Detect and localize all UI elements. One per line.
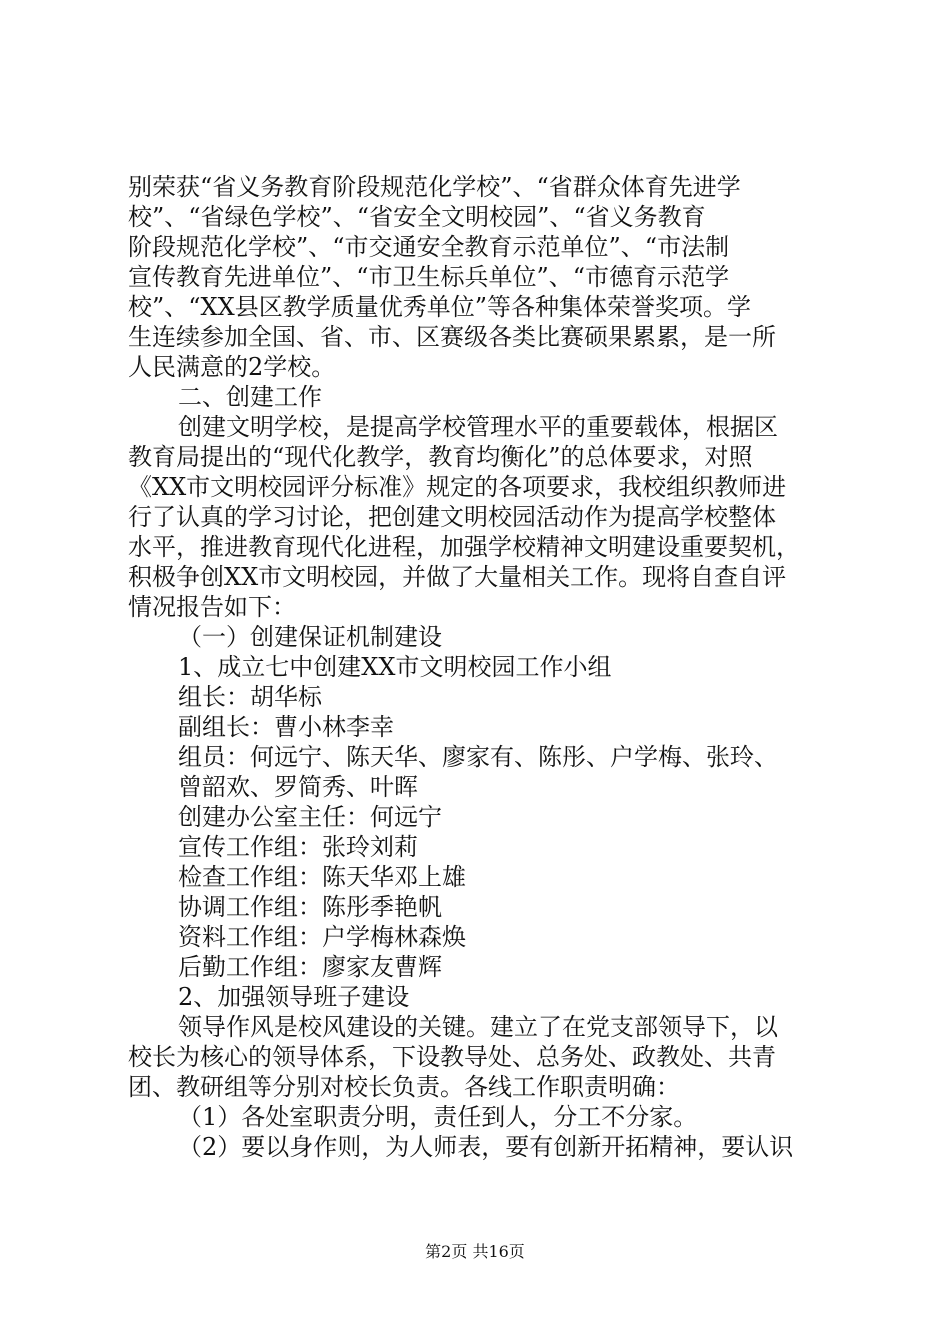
text-line: （2）要以身作则，为人师表，要有创新开拓精神，要认识 (178, 1133, 794, 1161)
text-line: 组长：胡华标 (178, 683, 322, 711)
text-line: 领导作风是校风建设的关键。建立了在党支部领导下，以 (178, 1013, 778, 1041)
text-line: 副组长：曹小林李幸 (178, 713, 394, 741)
page-footer (0, 1242, 950, 1262)
text-line: 人民满意的2学校。 (128, 353, 336, 381)
text-line: 资料工作组：户学梅林森焕 (178, 923, 466, 951)
text-line: 宣传工作组：张玲刘莉 (178, 833, 418, 861)
text-line: 团、教研组等分别对校长负责。各线工作职责明确： (128, 1073, 680, 1101)
text-line: 别荣获“省义务教育阶段规范化学校”、“省群众体育先进学 (128, 173, 741, 201)
text-line: 校”、“XX县区教学质量优秀单位”等各种集体荣誉奖项。学 (128, 293, 751, 321)
document-body (128, 172, 828, 1162)
text-line: 二、创建工作 (178, 383, 322, 411)
text-line: 积极争创XX市文明校园，并做了大量相关工作。现将自查自评 (128, 563, 787, 591)
text-line: 协调工作组：陈彤季艳帆 (178, 893, 442, 921)
text-line: 阶段规范化学校”、“市交通安全教育示范单位”、“市法制 (128, 233, 730, 261)
text-line: 《XX市文明校园评分标准》规定的各项要求，我校组织教师进 (128, 473, 787, 501)
text-line: 生连续参加全国、省、市、区赛级各类比赛硕果累累，是一所 (128, 323, 776, 351)
text-line: 创建文明学校，是提高学校管理水平的重要载体，根据区 (178, 413, 778, 441)
text-line: （一）创建保证机制建设 (178, 623, 442, 651)
text-line: 宣传教育先进单位”、“市卫生标兵单位”、“市德育示范学 (128, 263, 730, 291)
page-number: 第2页 共16页 (425, 1242, 525, 1261)
text-line: 水平，推进教育现代化进程，加强学校精神文明建设重要契机， (128, 533, 800, 561)
text-line: （1）各处室职责分明，责任到人，分工不分家。 (178, 1103, 698, 1131)
text-line: 校长为核心的领导体系，下设教导处、总务处、政教处、共青 (128, 1043, 776, 1071)
text-line: 行了认真的学习讨论，把创建文明校园活动作为提高学校整体 (128, 503, 776, 531)
text-line: 情况报告如下： (128, 593, 296, 621)
text-line: 2、加强领导班子建设 (178, 983, 410, 1011)
text-line: 教育局提出的“现代化教学，教育均衡化”的总体要求，对照 (128, 443, 753, 471)
text-line: 1、成立七中创建XX市文明校园工作小组 (178, 653, 612, 681)
text-line: 校”、“省绿色学校”、“省安全文明校园”、“省义务教育 (128, 203, 706, 231)
text-line: 组员：何远宁、陈天华、廖家有、陈彤、户学梅、张玲、 (178, 743, 778, 771)
text-line: 检查工作组：陈天华邓上雄 (178, 863, 466, 891)
text-line: 曾韶欢、罗简秀、叶晖 (178, 773, 418, 801)
text-line: 创建办公室主任：何远宁 (178, 803, 442, 831)
text-line: 后勤工作组：廖家友曹辉 (178, 953, 442, 981)
